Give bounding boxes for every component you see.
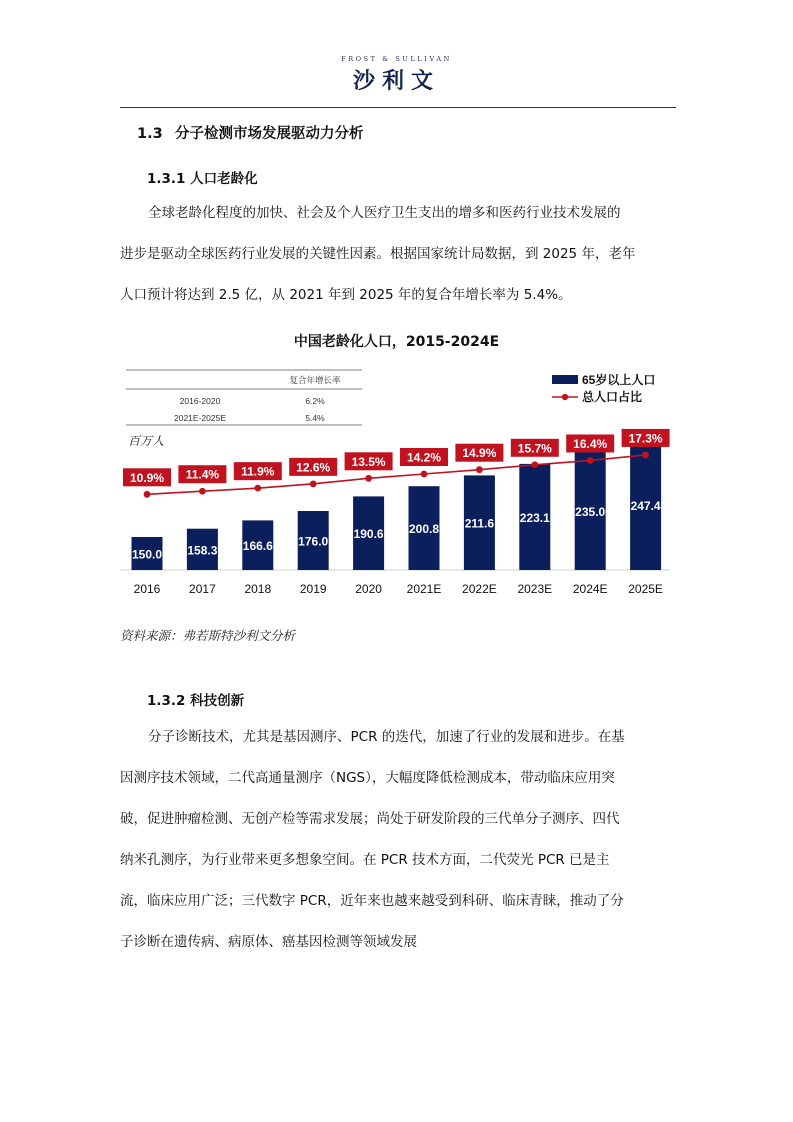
paragraph-line: 全球老龄化程度的加快、社会及个人医疗卫生支出的增多和医药行业技术发展的 (148, 205, 621, 221)
bar-value-label: 247.4 (630, 498, 661, 513)
cagr-table (126, 370, 362, 425)
legend-line-label: 总人口占比 (582, 390, 643, 404)
legend-bar-swatch (552, 375, 578, 384)
section-heading (137, 122, 364, 143)
subsection-heading-aging: 1.3.1 人口老龄化 (147, 171, 258, 187)
x-tick-label: 2020 (355, 582, 382, 596)
bar-value-label: 166.6 (242, 539, 273, 554)
x-axis-tick-labels (134, 582, 663, 596)
legend-bar-label: 65岁以上人口 (582, 373, 656, 387)
line-value-label: 12.6% (296, 460, 331, 475)
line-point (476, 466, 483, 473)
x-tick-label: 2024E (572, 582, 608, 596)
aging-paragraph (120, 193, 676, 316)
frost-sullivan-logo (0, 55, 793, 95)
bar-value-label: 158.3 (187, 543, 218, 558)
line-point (310, 480, 317, 487)
section-title: 分子检测市场发展驱动力分析 (175, 126, 364, 142)
y-axis-unit-label: 百万人 (128, 434, 165, 448)
cagr-period: 2016-2020 (179, 396, 221, 406)
line-point (531, 461, 538, 468)
legend-line-marker (562, 394, 568, 400)
bar-value-label: 190.6 (353, 527, 384, 542)
x-tick-label: 2022E (462, 582, 497, 596)
bar-value-label: 150.0 (131, 547, 163, 562)
x-tick-label: 2018 (244, 582, 272, 596)
cagr-value: 5.4% (305, 413, 325, 423)
line-value-label: 11.4% (185, 467, 220, 482)
line-point (144, 491, 151, 498)
line-point (365, 475, 372, 482)
paragraph-line: 纳米孔测序，为行业带来更多想象空间。在 PCR 技术方面，二代荧光 PCR 已是主 (120, 852, 610, 868)
section-number: 1.3 (137, 126, 163, 142)
line-value-label: 16.4% (573, 436, 608, 451)
line-value-label: 10.9% (129, 470, 165, 485)
line-value-label: 14.9% (462, 446, 497, 461)
line-value-label: 14.2% (406, 450, 442, 465)
line-point (199, 488, 206, 495)
line-value-label: 17.3% (628, 431, 663, 446)
paragraph-line: 子诊断在遗传病、病原体、癌基因检测等领域发展 (120, 934, 417, 950)
aging-population-chart (0, 358, 793, 618)
bar-value-label: 223.1 (519, 510, 550, 525)
bar-value-label: 200.8 (408, 522, 440, 537)
cagr-period: 2021E-2025E (174, 413, 226, 423)
line-value-label: 15.7% (517, 441, 552, 456)
line-value-label: 13.5% (351, 454, 386, 469)
bar-value-label: 211.6 (464, 516, 495, 531)
x-tick-label: 2025E (628, 582, 663, 596)
paragraph-line: 流，临床应用广泛；三代数字 PCR，近年来也越来越受到科研、临床青睐，推动了分 (120, 893, 624, 909)
cagr-value: 6.2% (305, 396, 325, 406)
x-tick-label: 2017 (189, 582, 216, 596)
paragraph-line: 分子诊断技术，尤其是基因测序、PCR 的迭代，加速了行业的发展和进步。在基 (148, 729, 625, 745)
x-tick-label: 2023E (517, 582, 553, 596)
chart-source: 资料来源：弗若斯特沙利文分析 (120, 628, 296, 643)
x-tick-label: 2016 (133, 582, 161, 596)
subsection-heading-tech: 1.3.2 科技创新 (147, 693, 245, 709)
logo-chinese-text: 沙利文 (352, 69, 440, 94)
header-divider (120, 107, 676, 108)
paragraph-line: 人口预计将达到 2.5 亿，从 2021 年到 2025 年的复合年增长率为 5.4%。 (120, 287, 572, 303)
tech-paragraph (120, 717, 676, 963)
cagr-table-header: 复合年增长率 (289, 375, 341, 385)
chart-title: 中国老龄化人口，2015-2024E (293, 334, 500, 350)
logo-english-text: FROST & SULLIVAN (341, 55, 452, 63)
paragraph-line: 破，促进肿瘤检测、无创产检等需求发展；尚处于研发阶段的三代单分子测序、四代 (120, 811, 620, 827)
bar-value-label: 176.0 (298, 534, 329, 549)
x-tick-label: 2021E (406, 582, 442, 596)
line-point (642, 452, 649, 459)
line-point (421, 471, 428, 478)
paragraph-line: 进步是驱动全球医药行业发展的关键性因素。根据国家统计局数据，到 2025 年，老年 (120, 246, 636, 262)
paragraph-line: 因测序技术领域，二代高通量测序（NGS），大幅度降低检测成本，带动临床应用突 (120, 770, 615, 786)
line-point (587, 457, 594, 464)
bar-value-label: 235.0 (575, 505, 606, 519)
chart-legend (552, 372, 655, 404)
x-tick-label: 2019 (299, 582, 327, 596)
line-point (254, 485, 261, 492)
line-value-label: 11.9% (241, 464, 275, 479)
